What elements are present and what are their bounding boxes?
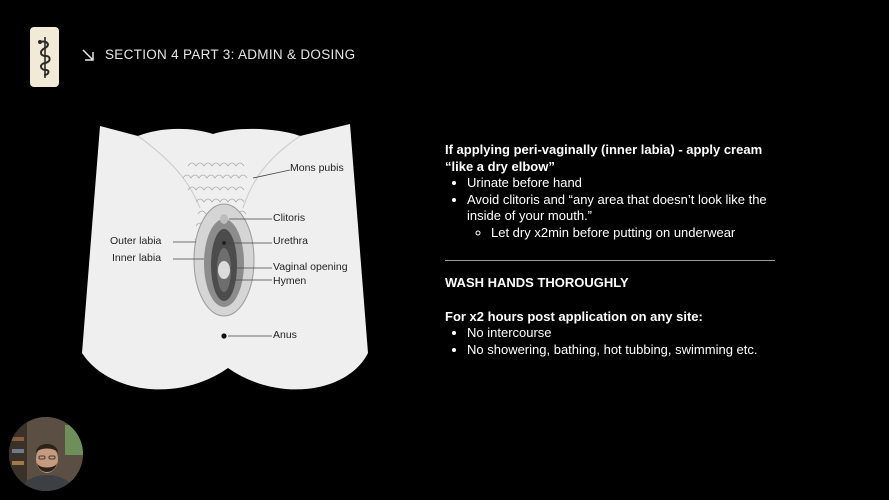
list-item: • Urinate before hand — [467, 175, 780, 192]
label-anus: Anus — [273, 329, 297, 341]
logo — [30, 27, 59, 87]
list-item: ◦ Let dry x2min before putting on underwear — [491, 225, 780, 242]
label-mons-pubis: Mons pubis — [290, 162, 344, 174]
list-item: • No showering, bathing, hot tubbing, swimming etc. — [467, 342, 780, 359]
presenter-avatar — [9, 417, 83, 491]
list-item: • Avoid clitoris and “any area that doesn’t look like the inside of your mouth.” — [467, 192, 780, 225]
divider — [445, 260, 775, 261]
section-title: SECTION 4 PART 3: ADMIN & DOSING — [105, 47, 356, 62]
peri-vaginal-list — [445, 175, 780, 241]
sub-list — [467, 225, 780, 242]
label-vaginal-opening: Vaginal opening — [273, 261, 348, 273]
presenter-webcam — [9, 417, 83, 491]
label-hymen: Hymen — [273, 275, 307, 287]
arrow-down-right-icon — [81, 48, 95, 62]
label-urethra: Urethra — [273, 235, 309, 247]
post-application-heading: For x2 hours post application on any site: — [445, 308, 703, 324]
post-application-list — [445, 325, 780, 358]
list-item: • No intercourse — [467, 325, 780, 342]
label-clitoris: Clitoris — [273, 212, 306, 224]
anatomy-diagram — [78, 118, 378, 403]
label-outer-labia: Outer labia — [110, 235, 162, 247]
notes-panel — [445, 142, 780, 358]
label-inner-labia: Inner labia — [112, 252, 162, 264]
wash-hands-heading: WASH HANDS THOROUGHLY — [445, 275, 629, 290]
snake-staff-logo-icon — [35, 34, 55, 80]
peri-vaginal-heading: If applying peri-vaginally (inner labia) - apply cream “like a dry elbow” — [445, 142, 763, 174]
section-header — [81, 47, 355, 62]
